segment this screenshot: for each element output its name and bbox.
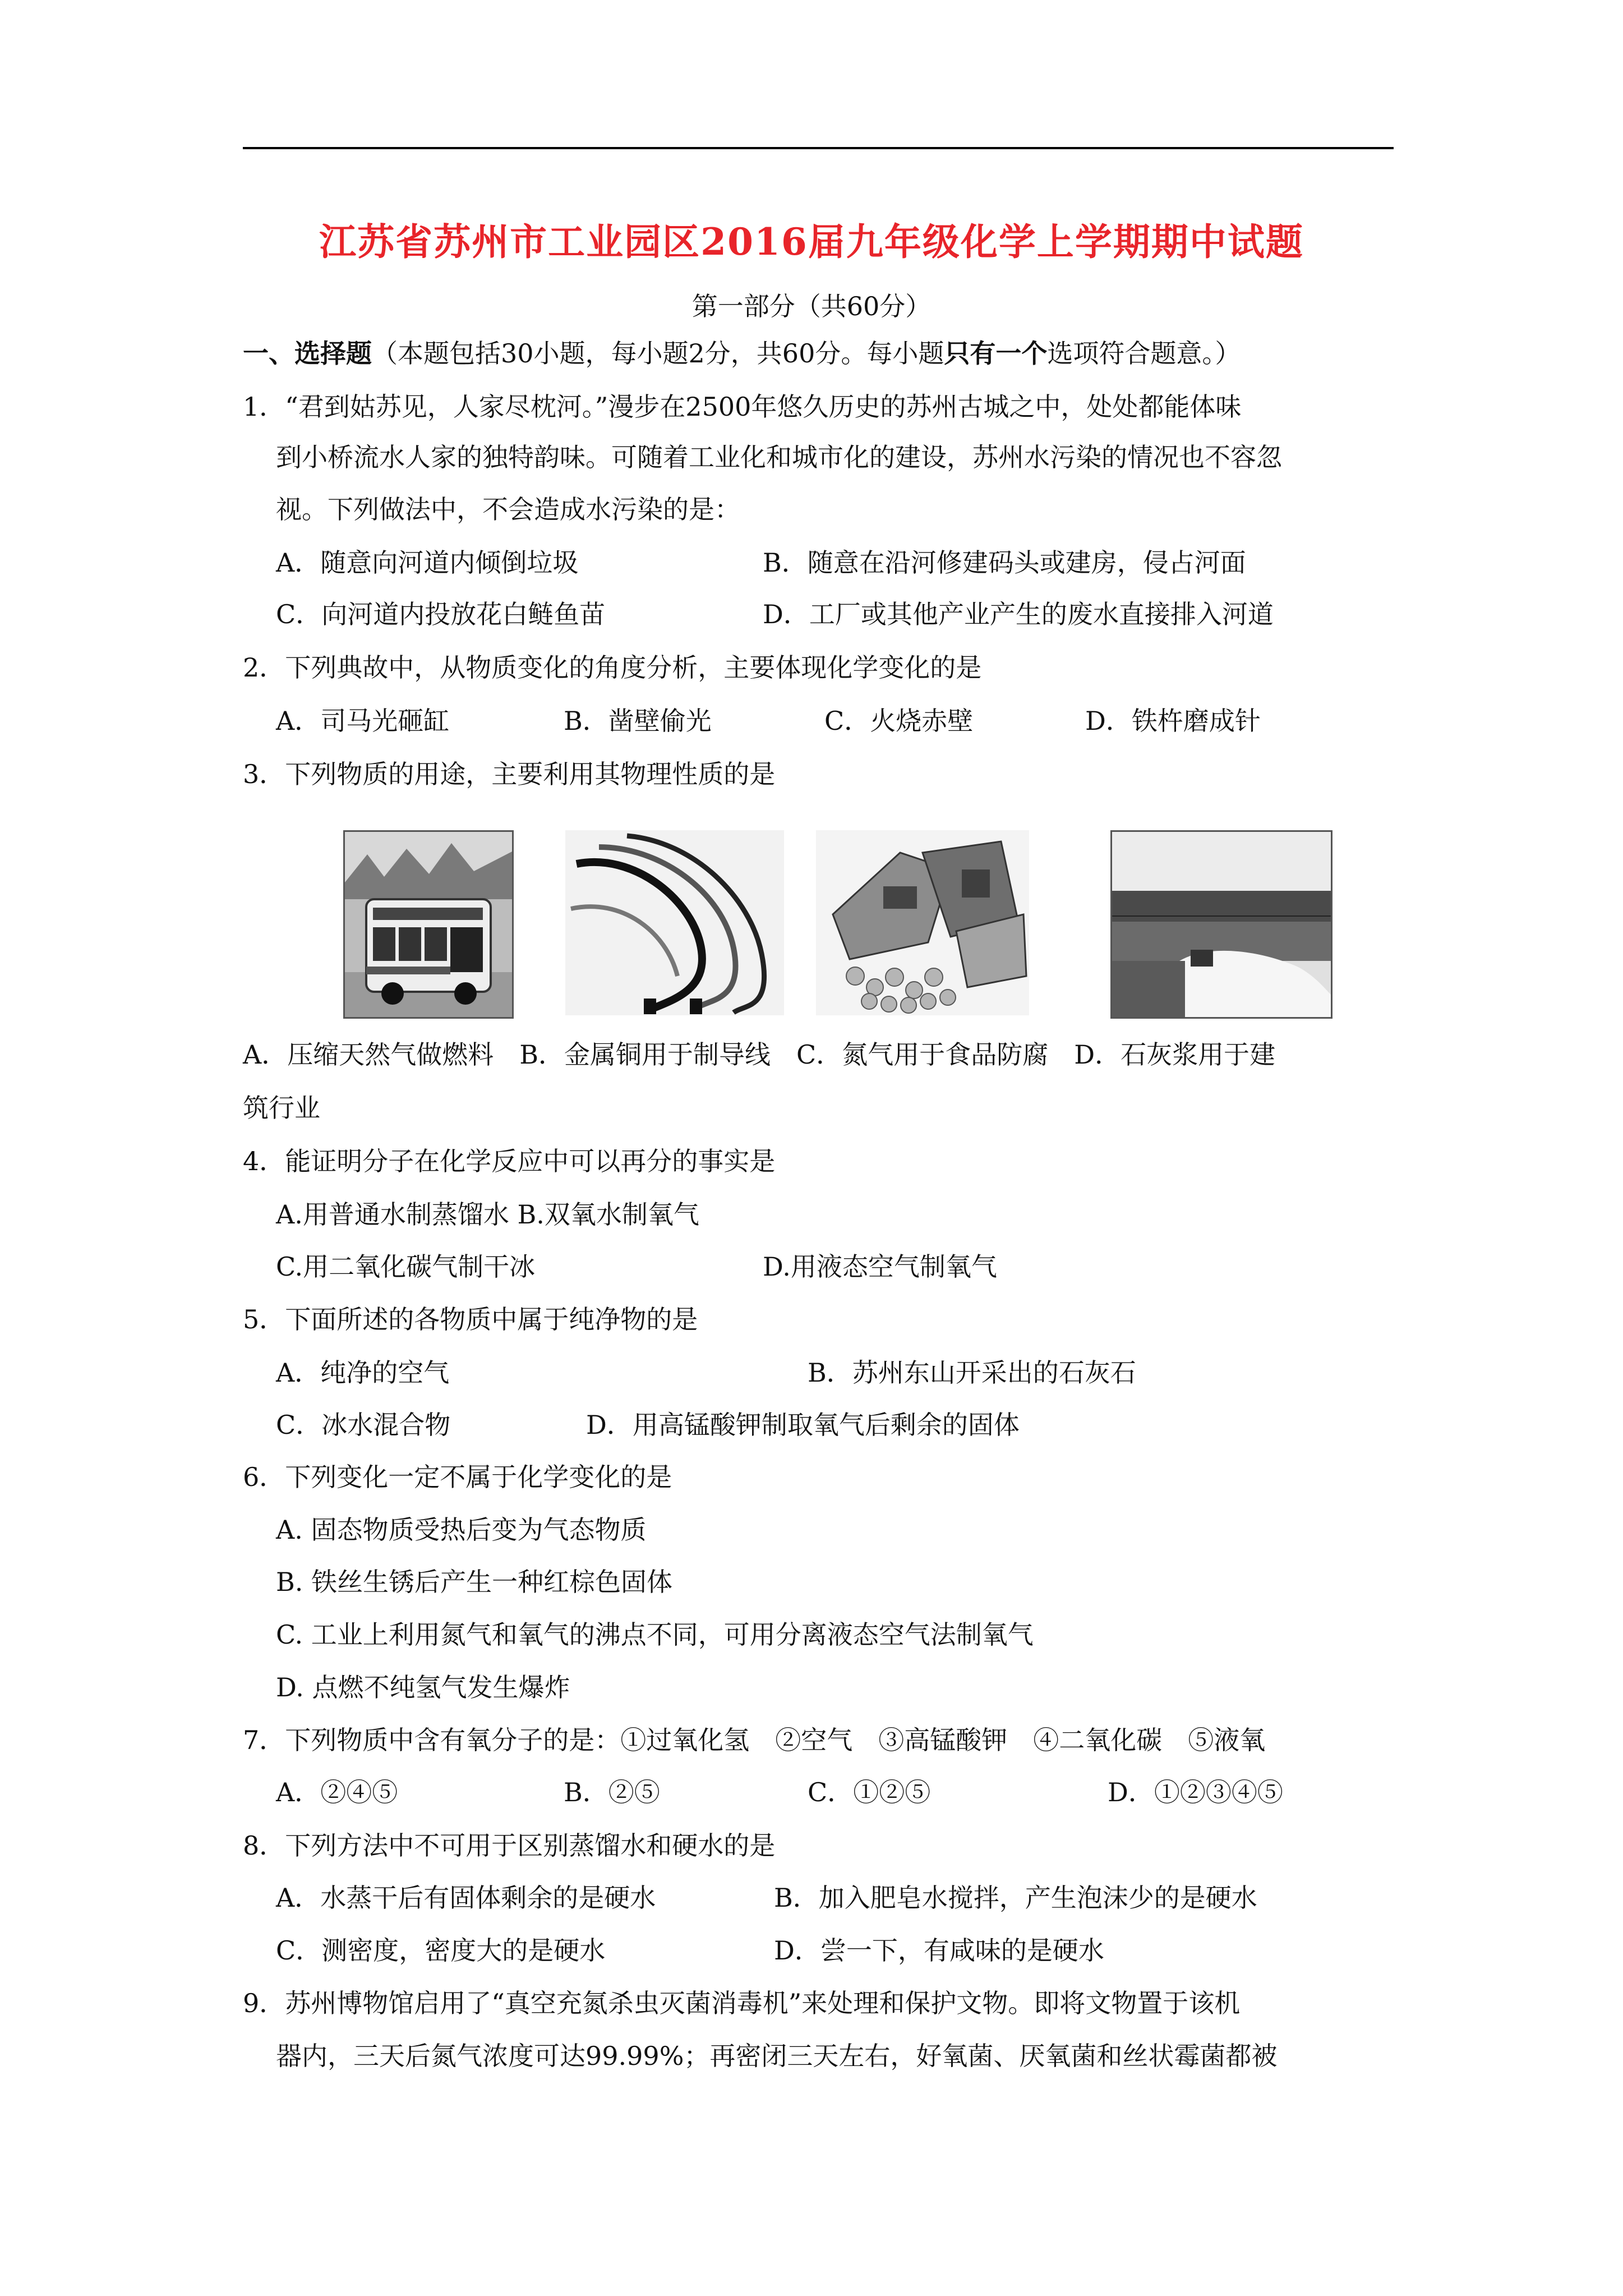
q2-option-c: C．火烧赤壁 bbox=[824, 706, 974, 736]
q6-stem: 6．下列变化一定不属于化学变化的是 bbox=[243, 1462, 672, 1492]
q8-option-d: D．尝一下，有咸味的是硬水 bbox=[774, 1935, 1104, 1966]
q6-option-b: B. 铁丝生锈后产生一种红棕色固体 bbox=[276, 1567, 673, 1597]
section-heading bbox=[243, 337, 1241, 370]
q2-option-a: A．司马光砸缸 bbox=[276, 706, 450, 736]
food-package-photo bbox=[816, 830, 1029, 1015]
section-note-end: 选项符合题意。） bbox=[1047, 338, 1241, 369]
bus-photo bbox=[343, 830, 514, 1019]
q6-option-d: D. 点燃不纯氢气发生爆炸 bbox=[276, 1672, 570, 1703]
q3-options-cont: 筑行业 bbox=[243, 1093, 320, 1123]
q2-stem: 2．下列典故中，从物质变化的角度分析，主要体现化学变化的是 bbox=[243, 652, 982, 683]
q7-stem: 7．下列物质中含有氧分子的是：①过氧化氢 ②空气 ③高锰酸钾 ④二氧化碳 ⑤液氧 bbox=[243, 1725, 1266, 1755]
q4-stem: 4．能证明分子在化学反应中可以再分的事实是 bbox=[243, 1146, 776, 1176]
q1-option-b: B．随意在沿河修建码头或建房，侵占河面 bbox=[763, 547, 1246, 578]
q5-option-b: B．苏州东山开采出的石灰石 bbox=[808, 1358, 1136, 1388]
q1-stem-line-2: 到小桥流水人家的独特韵味。可随着工业化和城市化的建设，苏州水污染的情况也不容忽 bbox=[276, 442, 1282, 472]
q2-option-b: B．凿壁偷光 bbox=[564, 706, 712, 736]
q4-option-c: C.用二氧化碳气制干冰 bbox=[276, 1251, 536, 1282]
q3-options: A．压缩天然气做燃料 B．金属铜用于制导线 C．氮气用于食品防腐 D．石灰浆用于建 bbox=[243, 1039, 1276, 1070]
q1-option-a: A．随意向河道内倾倒垃圾 bbox=[276, 547, 579, 578]
q6-option-a: A. 固态物质受热后变为气态物质 bbox=[276, 1515, 647, 1545]
q8-option-a: A．水蒸干后有固体剩余的是硬水 bbox=[276, 1883, 656, 1913]
q1-option-d: D．工厂或其他产业产生的废水直接排入河道 bbox=[763, 599, 1274, 629]
wire-photo bbox=[565, 830, 784, 1015]
q5-option-a: A．纯净的空气 bbox=[276, 1358, 450, 1388]
q5-stem: 5．下面所述的各物质中属于纯净物的是 bbox=[243, 1304, 698, 1335]
q7-option-b: B．②⑤ bbox=[564, 1777, 660, 1807]
page-title: 江苏省苏州市工业园区2016届九年级化学上学期期中试题 bbox=[319, 220, 1304, 264]
q9-stem-line-1: 9．苏州博物馆启用了“真空充氮杀虫灭菌消毒机”来处理和保护文物。即将文物置于该机 bbox=[243, 1988, 1241, 2018]
section-note: （本题包括30小题，每小题2分，共60分。每小题 bbox=[372, 338, 944, 369]
q4-options-ab: A.用普通水制蒸馏水 B.双氧水制氧气 bbox=[276, 1199, 699, 1230]
lime-slurry-photo bbox=[1110, 830, 1332, 1019]
q7-option-c: C．①②⑤ bbox=[808, 1777, 931, 1807]
q2-option-d: D．铁杵磨成针 bbox=[1085, 706, 1261, 736]
q5-option-c: C．冰水混合物 bbox=[276, 1410, 451, 1440]
header-rule bbox=[243, 147, 1394, 149]
q7-option-a: A．②④⑤ bbox=[276, 1777, 398, 1807]
q1-stem-line-1: 1．“君到姑苏见，人家尽枕河。”漫步在2500年悠久历史的苏州古城之中，处处都能体味 bbox=[243, 392, 1242, 422]
q4-option-d: D.用液态空气制氧气 bbox=[763, 1251, 997, 1282]
q3-stem: 3．下列物质的用途，主要利用其物理性质的是 bbox=[243, 759, 776, 789]
q1-option-c: C．向河道内投放花白鲢鱼苗 bbox=[276, 599, 606, 629]
q6-option-c: C. 工业上利用氮气和氧气的沸点不同，可用分离液态空气法制氧气 bbox=[276, 1619, 1034, 1650]
section-label: 一、选择题 bbox=[243, 338, 372, 369]
section-note-emphasis: 只有一个 bbox=[944, 338, 1048, 369]
q7-option-d: D．①②③④⑤ bbox=[1108, 1777, 1283, 1807]
q5-option-d: D．用高锰酸钾制取氧气后剩余的固体 bbox=[586, 1410, 1020, 1440]
q8-option-c: C．测密度，密度大的是硬水 bbox=[276, 1935, 606, 1966]
part-heading: 第一部分（共60分） bbox=[691, 291, 932, 321]
q8-stem: 8．下列方法中不可用于区别蒸馏水和硬水的是 bbox=[243, 1830, 776, 1861]
q1-stem-line-3: 视。下列做法中，不会造成水污染的是： bbox=[276, 494, 740, 524]
q8-option-b: B．加入肥皂水搅拌，产生泡沫少的是硬水 bbox=[774, 1883, 1257, 1913]
q9-stem-line-2: 器内，三天后氮气浓度可达99.99%；再密闭三天左右，好氧菌、厌氧菌和丝状霉菌都被 bbox=[276, 2041, 1278, 2071]
